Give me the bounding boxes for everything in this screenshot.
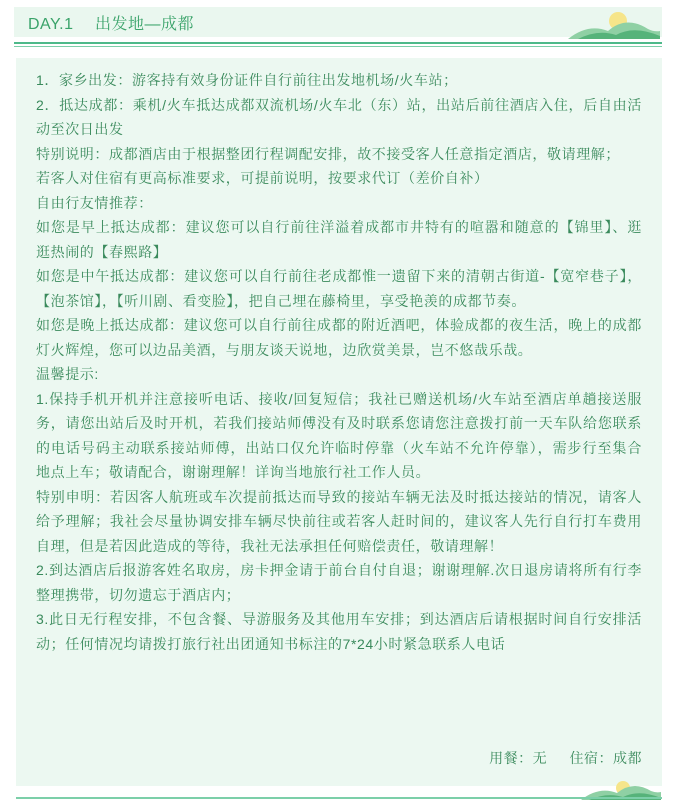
itinerary-line: 若客人对住宿有更高标准要求，可提前说明，按要求代订（差价自补） bbox=[36, 170, 489, 186]
itinerary-line: 1.保持手机开机并注意接听电话、接收/回复短信；我社已赠送机场/火车站至酒店单趟接送服务，请您出站后及时开机，若我们接站师傅没有及时联系您请您注意拨打前一天车队给您联系的电话号码主动联系接站师傅，出站口仅允许临时停靠（火车站不允许停靠），需步行至集合地点上车；敬请配合，谢谢理解！详询当地旅行社工作人员。 bbox=[36, 390, 642, 480]
itinerary-text bbox=[36, 68, 642, 656]
itinerary-line: 1．家乡出发：游客持有效身份证件自行前往出发地机场/火车站； bbox=[36, 72, 458, 88]
hills-sun-icon bbox=[568, 9, 660, 39]
itinerary-line: 自由行友情推荐： bbox=[36, 194, 153, 211]
itinerary-line: 如您是晚上抵达成都：建议您可以自行前往成都的附近酒吧，体验成都的夜生活，晚上的成都灯火辉煌，您可以边品美酒，与朋友谈天说地，边欣赏美景，岂不悠哉乐哉。 bbox=[36, 317, 642, 358]
header-divider-thin bbox=[14, 46, 662, 47]
itinerary-line: 2．抵达成都：乘机/火车抵达成都双流机场/火车北（东）站，出站后前往酒店入住，后自由活动至次日出发 bbox=[36, 96, 642, 137]
footer-divider bbox=[16, 797, 662, 799]
itinerary-line: 特别申明：若因客人航班或车次提前抵达而导致的接站车辆无法及时抵达接站的情况，请客人给予理解；我社会尽量协调安排车辆尽快前往或若客人赶时间的，建议客人先行自行打车费用自理，但是若因此造成的等待，我社无法承担任何赔偿责任，敬请理解！ bbox=[36, 488, 642, 554]
itinerary-line: 2.到达酒店后报游客姓名取房，房卡押金请于前台自付自退；谢谢理解.次日退房请将所有行李整理携带，切勿遗忘于酒店内； bbox=[36, 562, 642, 603]
itinerary-line: 3.此日无行程安排，不包含餐、导游服务及其他用车安排；到达酒店后请根据时间自行安排活动；任何情况均请拨打旅行社出团通知书标注的7*24小时紧急联系人电话 bbox=[36, 611, 642, 652]
itinerary-line: 特别说明：成都酒店由于根据整团行程调配安排，故不接受客人任意指定酒店，敬请理解； bbox=[36, 145, 620, 162]
meal-info: 用餐：无 bbox=[489, 750, 548, 766]
itinerary-line: 如您是中午抵达成都：建议您可以自行前往老成都惟一遗留下来的清朝古街道-【宽窄巷子】，【泡茶馆】，【听川剧、看变脸】，把自己埋在藤椅里，享受艳羡的成都节奏。 bbox=[36, 268, 642, 309]
meal-hotel-summary bbox=[471, 748, 642, 768]
itinerary-panel bbox=[16, 58, 662, 786]
day-title: DAY.1 出发地—成都 bbox=[28, 16, 194, 33]
itinerary-line: 如您是早上抵达成都：建议您可以自行前往洋溢着成都市井特有的喧嚣和随意的【锦里】、逛逛热闹的【春熙路】 bbox=[36, 219, 642, 260]
itinerary-line: 温馨提示: bbox=[36, 366, 99, 382]
header-divider bbox=[14, 42, 662, 44]
hotel-info: 住宿：成都 bbox=[569, 750, 642, 766]
day-header bbox=[14, 7, 662, 37]
